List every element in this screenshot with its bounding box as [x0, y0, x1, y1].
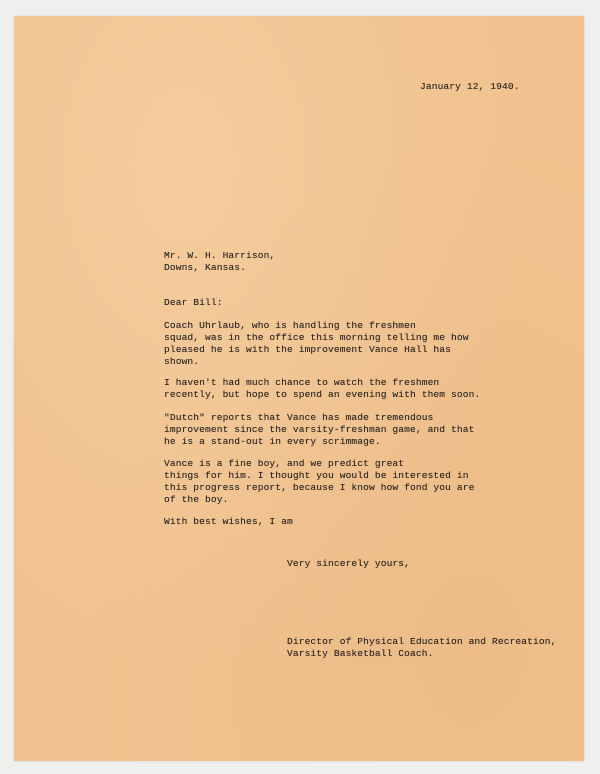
paragraph-line: things for him. I thought you would be interested in	[164, 470, 469, 481]
signature-line: Varsity Basketball Coach.	[287, 648, 434, 659]
paragraph-line: Vance is a fine boy, and we predict great	[164, 458, 405, 469]
paragraph-line: he is a stand-out in every scrimmage.	[164, 436, 381, 447]
paragraph-1	[164, 320, 469, 368]
letter-page	[14, 16, 584, 761]
paragraph-line: Coach Uhrlaub, who is handling the freshmen	[164, 320, 416, 331]
paragraph-line: recently, but hope to spend an evening with them soon.	[164, 389, 481, 400]
letter-date: January 12, 1940.	[420, 81, 520, 92]
paragraph-line: squad, was in the office this morning telling me how	[164, 332, 469, 343]
address-line: Mr. W. H. Harrison,	[164, 250, 276, 261]
salutation: Dear Bill:	[164, 297, 223, 308]
paragraph-4	[164, 458, 474, 506]
signature-line: Director of Physical Education and Recreation,	[287, 636, 557, 647]
recipient-address	[164, 250, 275, 274]
paragraph-line: pleased he is with the improvement Vance Hall has	[164, 344, 452, 355]
paragraph-line: I haven't had much chance to watch the freshmen	[164, 377, 440, 388]
paragraph-line: improvement since the varsity-freshman game, and that	[164, 424, 475, 435]
paragraph-line: shown.	[164, 356, 200, 367]
paragraph-2	[164, 377, 480, 401]
paragraph-line: "Dutch" reports that Vance has made tremendous	[164, 412, 434, 423]
paragraph-line: of the boy.	[164, 494, 229, 505]
paragraph-3	[164, 412, 474, 448]
paragraph-5	[164, 516, 293, 528]
address-line: Downs, Kansas.	[164, 262, 247, 273]
paragraph-line: With best wishes, I am	[164, 516, 293, 527]
signature-block	[287, 636, 556, 660]
complimentary-close: Very sincerely yours,	[287, 558, 411, 569]
paragraph-line: this progress report, because I know how fond you are	[164, 482, 475, 493]
